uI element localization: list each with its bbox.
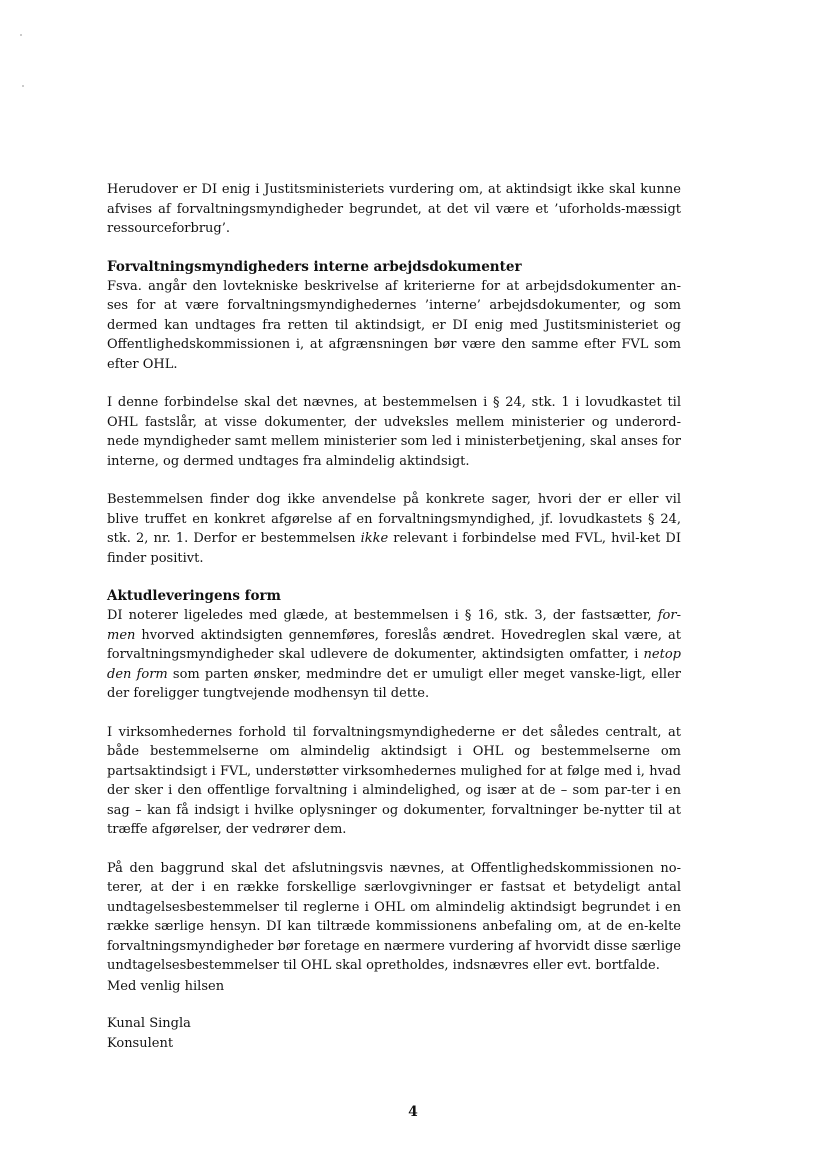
emphasis: ikke bbox=[360, 531, 389, 546]
letter-body bbox=[107, 180, 681, 976]
paragraph: I virksomhedernes forhold til forvaltningsmyndighederne er det således centralt, at både bestemmelserne om almindelig aktindsigt i OHL og bestemmelserne om partsaktindsigt i FVL, understøtter virksomhedernes mulighed for at følge med i, hvad der sker i den offentlige forvaltning i almindelighed, og især at de – som par-ter i en sag – kan få indsigt i hvilke oplysninger og dokumenter, forvaltninger be-nytter til at træffe afgørelser, der vedrører dem. bbox=[107, 724, 681, 837]
paragraph bbox=[107, 606, 681, 704]
text-run: relevant i forbindelse med FVL, hvil-ket DI finder positivt. bbox=[107, 531, 681, 566]
signature-title: Konsulent bbox=[107, 1035, 174, 1051]
scan-speck bbox=[20, 34, 22, 36]
page-number: 4 bbox=[408, 1104, 418, 1120]
text-run: hvorved aktindsigten gennemføres, foreslås ændret. Hovedreglen skal være, at forvaltningsmyndigheder skal udlevere de dokumenter, aktindsigten omfatter, i bbox=[107, 627, 681, 662]
signature-name: Kunal Singla bbox=[107, 1016, 191, 1031]
section-heading: Forvaltningsmyndigheders interne arbejdsdokumenter bbox=[107, 258, 522, 275]
paragraph: Fsva. angår den lovtekniske beskrivelse af kriterierne for at arbejdsdokumenter an-ses for at være forvaltningsmyndighedernes ’interne’ arbejdsdokumenter, og som dermed kan undtages fra retten til aktindsigt, er DI enig med Justitsministeriet og Offentlighedskommissionen i, at afgrænsningen bør være den samme efter FVL som efter OHL. bbox=[107, 278, 681, 372]
closing-salutation: Med venlig hilsen bbox=[107, 979, 225, 994]
text-run: Bestemmelsen finder dog ikke anvendelse på konkrete sager, hvori der er eller vil blive truffet en konkret afgørelse af en forvaltningsmyndighed, jf. lovudkastets § 24, stk. 2, nr. 1. Derfor er bestemmelsen bbox=[107, 492, 681, 546]
paragraph: Herudover er DI enig i Justitsministeriets vurdering om, at aktindsigt ikke skal kunne afvises af forvaltningsmyndigheder begrundet, at det vil være et ’uforholds-mæssigt ressourceforbrug’. bbox=[107, 182, 681, 236]
paragraph: I denne forbindelse skal det nævnes, at bestemmelsen i § 24, stk. 1 i lovudkastet til OHL fastslår, at visse dokumenter, der udveksles mellem ministerier og underord-nede myndigheder samt mellem ministerier som led i ministerbetjening, skal anses for interne, og dermed undtages fra almindelig aktindsigt. bbox=[107, 395, 681, 469]
paragraph bbox=[107, 490, 681, 568]
text-run: som parten ønsker, medmindre det er umuligt eller meget vanske-ligt, eller der foreligger tungtvejende modhensyn til dette. bbox=[107, 666, 681, 701]
section-heading: Aktudleveringens form bbox=[107, 588, 281, 604]
emphasis: for-men bbox=[107, 608, 681, 643]
signature-block bbox=[107, 1014, 191, 1053]
paragraph: På den baggrund skal det afslutningsvis nævnes, at Offentlighedskommissionen no-terer, at der i en række forskellige særlovgivninger er fastsat et betydeligt antal undtagelsesbestemmelser til reglerne i OHL om almindelig aktindsigt begrundet i en række særlige hensyn. DI kan tiltræde kommissionens anbefaling om, at de en-kelte forvaltningsmyndigheder bør foretage en nærmere vurdering af hvorvidt disse særlige undtagelsesbestemmelser til OHL skal opretholdes, indsnævres eller evt. bortfalde. bbox=[107, 860, 681, 973]
emphasis: netop den form bbox=[107, 647, 681, 682]
text-run: DI noterer ligeledes med glæde, at bestemmelsen i § 16, stk. 3, der fastsætter, bbox=[107, 608, 658, 623]
scan-speck bbox=[22, 85, 24, 87]
